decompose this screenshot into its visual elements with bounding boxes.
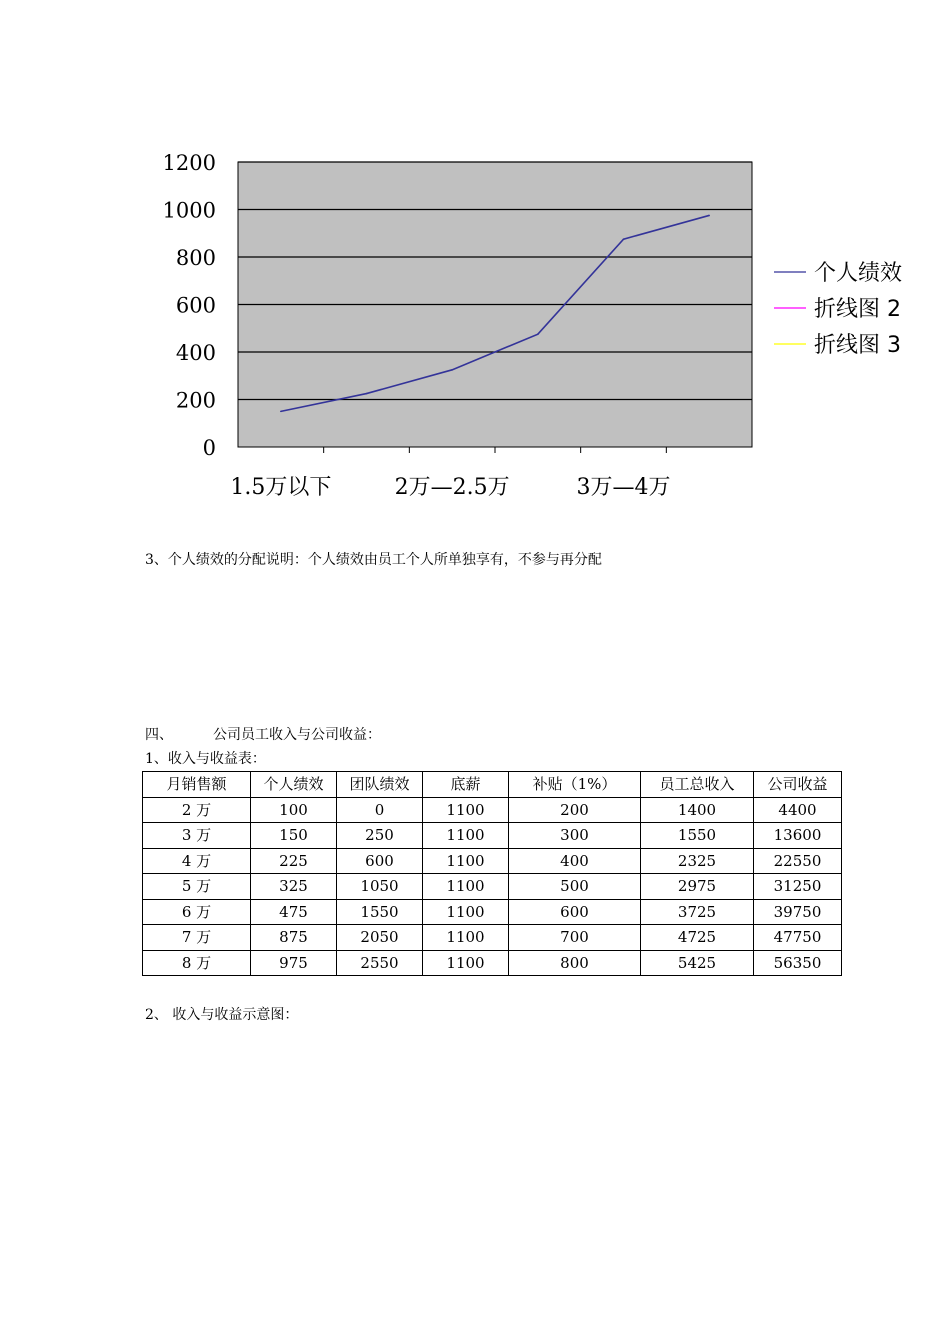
table-cell: 500 [509,874,641,900]
table-cell: 47750 [754,925,842,951]
y-tick-label: 0 [202,436,216,460]
table-cell: 200 [509,797,641,823]
table-cell: 3725 [641,899,754,925]
table-cell: 5 万 [143,874,251,900]
table-cell: 2 万 [143,797,251,823]
table-cell: 1100 [423,899,509,925]
table-row [143,925,842,951]
data-point [708,215,710,217]
y-tick-label: 600 [175,293,216,318]
table-cell: 1100 [423,925,509,951]
table-cell: 8 万 [143,950,251,976]
table-cell: 700 [509,925,641,951]
table-cell: 2975 [641,874,754,900]
table-cell: 5425 [641,950,754,976]
x-tick-label: 2万—2.5万 [394,475,510,500]
table-cell: 2550 [337,950,423,976]
table-cell: 6 万 [143,899,251,925]
y-tick-label: 200 [175,388,216,413]
table-cell: 225 [251,848,337,874]
table-row [143,848,842,874]
table-row [143,950,842,976]
header-cell: 团队绩效 [337,772,423,798]
subsection-1-heading: 1、收入与收益表： [145,751,266,767]
table-cell: 150 [251,823,337,849]
header-cell: 补贴（1%） [509,772,641,798]
data-point [537,333,539,335]
income-revenue-table [142,771,842,976]
table-cell: 4 万 [143,848,251,874]
table-cell: 1550 [337,899,423,925]
table-cell: 300 [509,823,641,849]
data-point [280,411,282,413]
distribution-note: 3、个人绩效的分配说明：个人绩效由员工个人所单独享有，不参与再分配 [145,552,602,568]
header-cell: 个人绩效 [251,772,337,798]
table-cell: 4400 [754,797,842,823]
table-cell: 1100 [423,848,509,874]
table-cell: 39750 [754,899,842,925]
data-point [623,238,625,240]
table-cell: 2325 [641,848,754,874]
table-cell: 2050 [337,925,423,951]
table-cell: 31250 [754,874,842,900]
table-cell: 600 [337,848,423,874]
table-cell: 100 [251,797,337,823]
table-cell: 1550 [641,823,754,849]
header-cell: 月销售额 [143,772,251,798]
section-4-heading [145,726,381,744]
legend-label: 个人绩效 [814,261,903,286]
x-tick-label: 3万—4万 [576,475,671,500]
y-tick-label: 400 [175,341,216,365]
table-cell: 7 万 [143,925,251,951]
y-tick-label: 1200 [162,151,216,175]
table-row [143,874,842,900]
data-point [451,369,453,371]
table-cell: 475 [251,899,337,925]
table-cell: 975 [251,950,337,976]
table-cell: 1100 [423,950,509,976]
x-tick-label: 1.5万以下 [230,475,332,500]
table-cell: 1100 [423,797,509,823]
table-cell: 1400 [641,797,754,823]
data-point [366,393,368,395]
table-cell: 0 [337,797,423,823]
table-cell: 13600 [754,823,842,849]
table-cell: 250 [337,823,423,849]
table-row [143,823,842,849]
table-cell: 1100 [423,874,509,900]
table-row [143,797,842,823]
legend-label: 折线图 2 [814,297,901,322]
table-cell: 325 [251,874,337,900]
table-cell: 1050 [337,874,423,900]
legend-label: 折线图 3 [814,333,901,358]
header-cell: 底薪 [423,772,509,798]
subsection-2-heading: 2、 收入与收益示意图： [145,1007,299,1023]
table-cell: 400 [509,848,641,874]
header-cell: 公司收益 [754,772,842,798]
table-cell: 4725 [641,925,754,951]
table-cell: 1100 [423,823,509,849]
table-header-row [143,772,842,798]
table-cell: 875 [251,925,337,951]
header-cell: 员工总收入 [641,772,754,798]
table-cell: 3 万 [143,823,251,849]
section-4-number: 四、 [145,727,173,743]
y-tick-label: 1000 [162,198,216,223]
table-row [143,899,842,925]
section-4-title: 公司员工收入与公司收益： [213,727,381,743]
table-cell: 56350 [754,950,842,976]
table-cell: 800 [509,950,641,976]
y-tick-label: 800 [175,246,216,270]
table-cell: 22550 [754,848,842,874]
performance-line-chart [150,140,930,510]
table-cell: 600 [509,899,641,925]
